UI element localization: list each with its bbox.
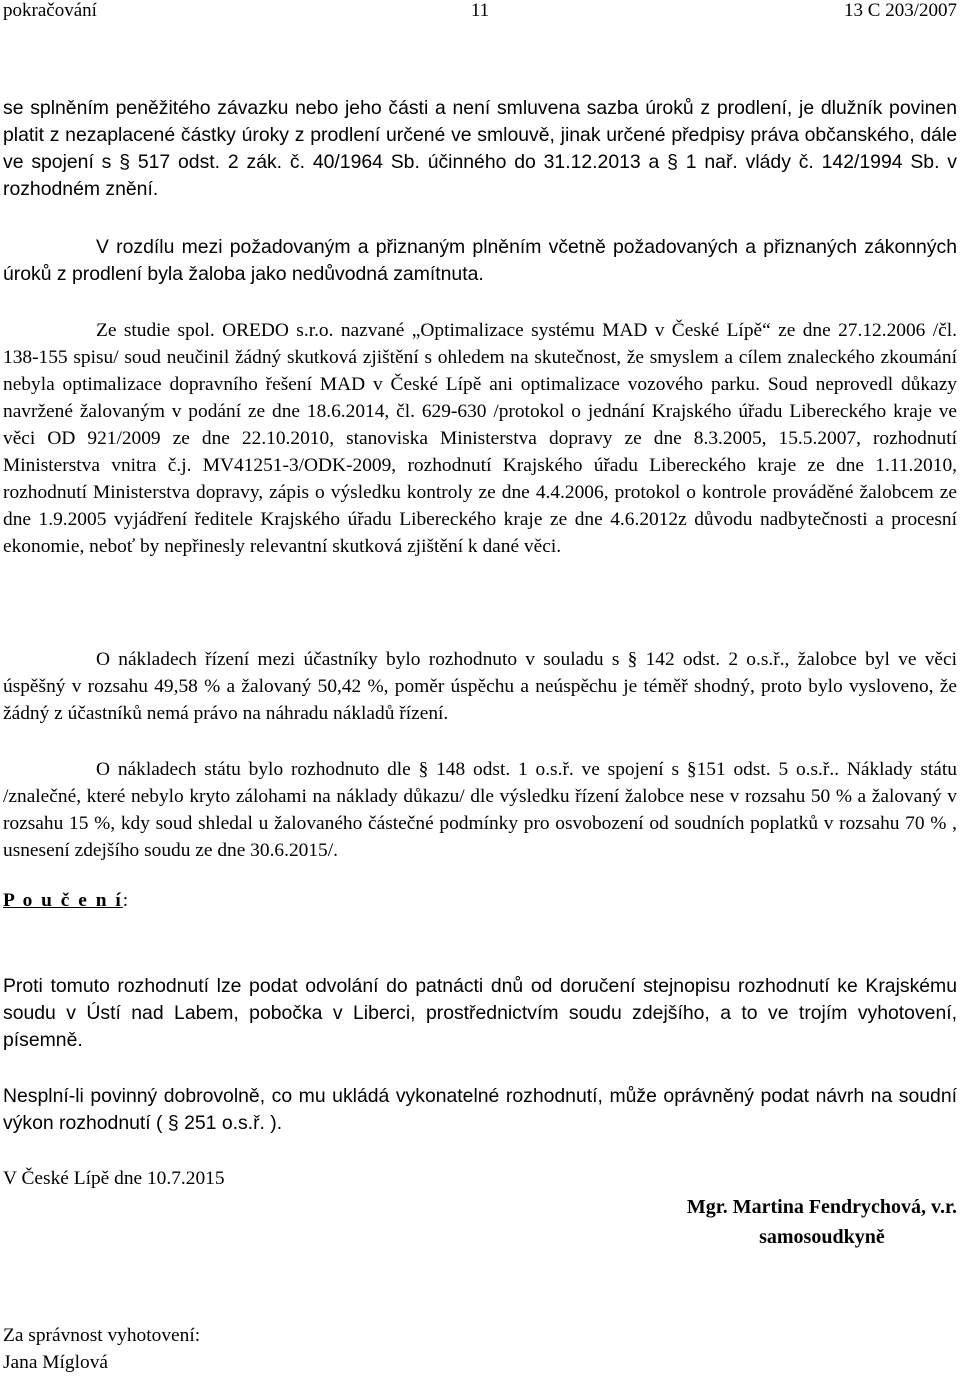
paragraph-dismissal: V rozdílu mezi požadovaným a přiznaným plněním včetně požadovaných a přiznaných zákonných úroků z prodlení byla žaloba jako nedůvodná zamítnuta. — [3, 236, 957, 285]
certification-label: Za správnost vyhotovení: — [3, 1325, 201, 1346]
signature-block — [687, 1192, 957, 1252]
page-number: 11 — [470, 0, 490, 21]
judge-role: samosoudkyně — [759, 1226, 885, 1248]
instruction-heading — [3, 887, 128, 914]
instruction-colon: : — [122, 890, 129, 911]
certifier-name: Jana Míglová — [3, 1352, 109, 1373]
paragraph-costs-state: O nákladech státu bylo rozhodnuto dle § 148 odst. 1 o.s.ř. ve spojení s §151 odst. 5 o.s.ř.. Náklady státu /znalečné, které nebylo kryto zálohami na náklady důkazu/ dle výsledku řízení žalobce nese v rozsahu 50 % a žalovaný v rozsahu 15 %, kdy soud shledal u žalovaného částečné podmínky pro osvobození od soudních poplatků v rozsahu 70 % , usnesení zdejšího soudu ze dne 30.6.2015/. — [3, 759, 957, 861]
header-continuation: pokračování — [3, 0, 97, 21]
paragraph-costs-parties: O nákladech řízení mezi účastníky bylo rozhodnuto v souladu s § 142 odst. 2 o.s.ř., žalobce byl ve věci úspěšný v rozsahu 49,58 % a žalovaný 50,42 %, poměr úspěchu a neúspěchu je téměř shodný, proto bylo vysloveno, že žádný z účastníků nemá právo na náhradu nákladů řízení. — [3, 649, 957, 724]
paragraph-study-oredo: Ze studie spol. OREDO s.r.o. nazvané „Optimalizace systému MAD v České Lípě“ ze dne 27.12.2006 /čl. 138-155 spisu/ soud neučinil žádný skutková zjištění s ohledem na skutečnost, že smyslem a cílem znaleckého zkoumání nebyla optimalizace dopravního řešení MAD v České Lípě ani optimalizace vozového parku. Soud neprovedl důkazy navržené žalovaným v podání ze dne 18.6.2014, čl. 629-630 /protokol o jednání Krajského úřadu Libereckého kraje ve věci OD 921/2009 ze dne 22.10.2010, stanoviska Ministerstva dopravy ze dne 8.3.2005, 15.5.2007, rozhodnutí Ministerstva vnitra č.j. MV41251-3/ODK-2009, rozhodnutí Krajského úřadu Libereckého kraje ze dne 1.11.2010, rozhodnutí Ministerstva dopravy, zápis o výsledku kontroly ze dne 4.4.2006, protokol o kontrole prováděné žalobcem ze dne 1.9.2005 vyjádření ředitele Krajského úřadu Libereckého kraje ze dne 4.6.2012z důvodu nadbytečnosti a procesní ekonomie, neboť by nepřinesly relevantní skutková zjištění k dané věci. — [3, 320, 957, 557]
footer-certification — [3, 1322, 200, 1376]
date-place: V České Lípě dne 10.7.2015 — [3, 1168, 225, 1189]
paragraph-interest: se splněním peněžitého závazku nebo jeho části a není smluvena sazba úroků z prodlení, je dlužník povinen platit z nezaplacené částky úroky z prodlení určené ve smlouvě, jinak určené předpisy práva občanského, dále ve spojení s § 517 odst. 2 zák. č. 40/1964 Sb. účinného do 31.12.2013 a § 1 nař. vlády č. 142/1994 Sb. v rozhodném znění. — [3, 97, 957, 200]
page-header — [3, 0, 957, 28]
instruction-title: P o u č e n í — [3, 890, 123, 911]
judge-name: Mgr. Martina Fendrychová, v.r. — [686, 1196, 957, 1218]
paragraph-appeal: Proti tomuto rozhodnutí lze podat odvolání do patnácti dnů od doručení stejnopisu rozhodnutí ke Krajskému soudu v Ústí nad Labem, pobočka v Liberci, prostřednictvím soudu zdejšího, a to ve trojím vyhotovení, písemně. — [3, 975, 957, 1051]
paragraph-enforcement: Nesplní-li povinný dobrovolně, co mu ukládá vykonatelné rozhodnutí, může oprávněný podat návrh na soudní výkon rozhodnutí ( § 251 o.s.ř. ). — [3, 1085, 957, 1134]
case-number: 13 C 203/2007 — [844, 0, 957, 21]
